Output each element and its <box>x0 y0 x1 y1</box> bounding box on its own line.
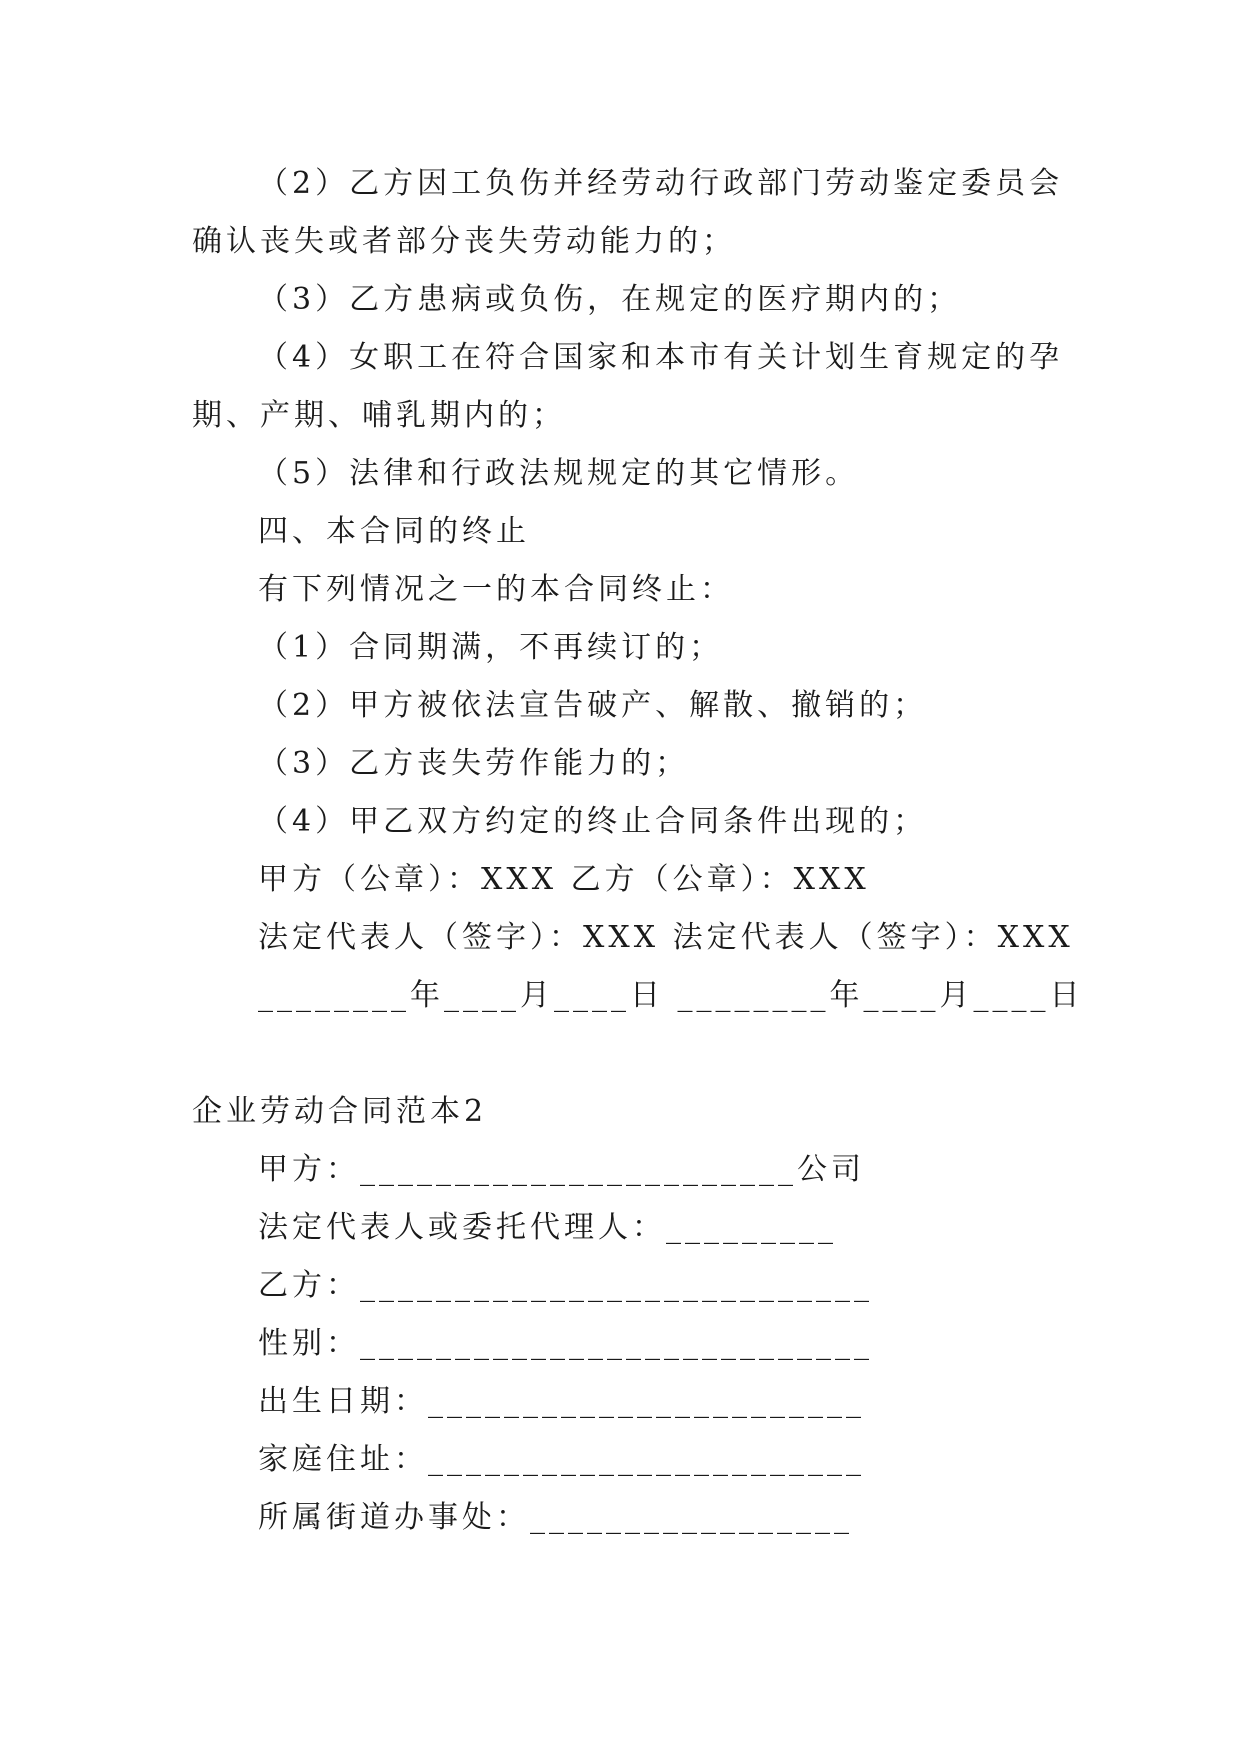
paragraph-item-3: （3）乙方患病或负伤，在规定的医疗期内的； <box>258 282 962 317</box>
date-line: ________年____月____日 ________年____月____日 <box>258 978 1084 1013</box>
seal-line: 甲方（公章）：XXX 乙方（公章）：XXX <box>258 862 870 897</box>
paragraph-item-4-line1: （4）女职工在符合国家和本市有关计划生育规定的孕 <box>258 340 1064 375</box>
paragraph-item-2-line1: （2）乙方因工负伤并经劳动行政部门劳动鉴定委员会 <box>258 166 1064 201</box>
paragraph-item-2-line2: 确认丧失或者部分丧失劳动能力的； <box>192 224 736 259</box>
termination-intro: 有下列情况之一的本合同终止： <box>258 572 734 607</box>
section-heading-termination: 四、本合同的终止 <box>258 514 530 549</box>
field-home-address: 家庭住址：_______________________ <box>258 1442 865 1477</box>
field-birth-date: 出生日期：_______________________ <box>258 1384 865 1419</box>
paragraph-item-4-line2: 期、产期、哺乳期内的； <box>192 398 566 433</box>
field-party-a: 甲方：_______________________公司 <box>258 1152 865 1187</box>
termination-item-3: （3）乙方丧失劳作能力的； <box>258 746 690 781</box>
signature-line: 法定代表人（签字）：XXX 法定代表人（签字）：XXX <box>258 920 1074 955</box>
field-party-b: 乙方：___________________________ <box>258 1268 873 1303</box>
section-title-template-2: 企业劳动合同范本2 <box>192 1094 488 1129</box>
termination-item-1: （1）合同期满，不再续订的； <box>258 630 724 665</box>
termination-item-2: （2）甲方被依法宣告破产、解散、撤销的； <box>258 688 928 723</box>
field-legal-representative: 法定代表人或委托代理人：_________ <box>258 1210 837 1245</box>
field-subdistrict-office: 所属街道办事处：_________________ <box>258 1500 853 1535</box>
paragraph-item-5: （5）法律和行政法规规定的其它情形。 <box>258 456 860 491</box>
field-gender: 性别：___________________________ <box>258 1326 873 1361</box>
termination-item-4: （4）甲乙双方约定的终止合同条件出现的； <box>258 804 928 839</box>
